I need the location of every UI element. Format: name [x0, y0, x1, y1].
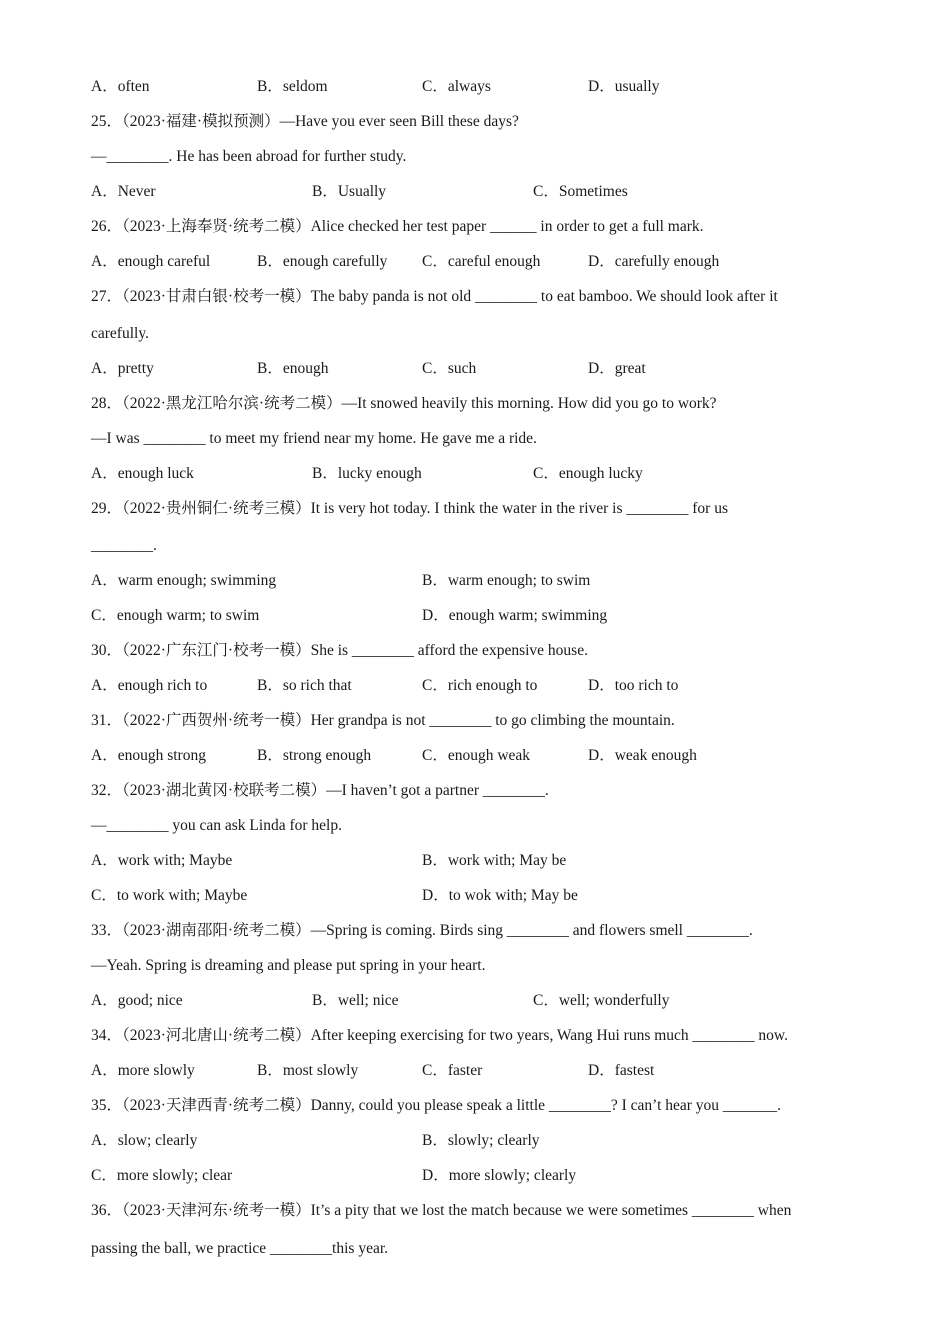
answer-option: A．enough strong [91, 747, 206, 764]
question-text-line: —I was ________ to meet my friend near my home. He gave me a ride. [91, 430, 537, 447]
answer-options-row [91, 1133, 871, 1153]
answer-option: A．slow; clearly [91, 1132, 198, 1149]
answer-options-row [91, 184, 871, 204]
answer-options-row [91, 993, 871, 1013]
answer-options-row [91, 748, 871, 768]
answer-option: C．faster [422, 1062, 483, 1079]
question-text-line: 26．（2023·上海奉贤·统考二模）Alice checked her test paper ______ in order to get a full mark. [91, 218, 704, 235]
question-text-line: 36．（2023·天津河东·统考一模）It’s a pity that we lost the match because we were sometimes ________ when [91, 1202, 792, 1219]
question-text-line: 27．（2023·甘肃白银·校考一模）The baby panda is not old ________ to eat bamboo. We should look after it [91, 288, 778, 305]
answer-option: B．work with; May be [422, 852, 567, 869]
answer-option: A．pretty [91, 360, 154, 377]
answer-option: A．enough careful [91, 253, 211, 270]
answer-option: C．well; wonderfully [533, 992, 670, 1009]
question-text-line: 31．（2022·广西贺州·统考一模）Her grandpa is not ________ to go climbing the mountain. [91, 712, 675, 729]
answer-options-row [91, 1168, 871, 1188]
answer-option: B．lucky enough [312, 465, 422, 482]
answer-option: D．more slowly; clearly [422, 1167, 577, 1184]
answer-option: B．seldom [257, 78, 328, 95]
answer-option: C．careful enough [422, 253, 541, 270]
answer-options-row [91, 608, 871, 628]
answer-options-row [91, 573, 871, 593]
answer-options-row [91, 79, 871, 99]
answer-options-row [91, 1063, 871, 1083]
answer-option: A．Never [91, 183, 156, 200]
answer-option: C．more slowly; clear [91, 1167, 233, 1184]
question-text-line: —________. He has been abroad for further study. [91, 148, 407, 165]
answer-option: D．fastest [588, 1062, 655, 1079]
answer-options-row [91, 254, 871, 274]
answer-option: C．rich enough to [422, 677, 538, 694]
answer-option: A．good; nice [91, 992, 183, 1009]
answer-option: D．enough warm; swimming [422, 607, 608, 624]
answer-option: C．Sometimes [533, 183, 628, 200]
answer-option: D．great [588, 360, 646, 377]
answer-option: A．warm enough; swimming [91, 572, 277, 589]
answer-option: A．enough rich to [91, 677, 208, 694]
answer-option: B．warm enough; to swim [422, 572, 591, 589]
question-text-line: 33．（2023·湖南邵阳·统考二模）—Spring is coming. Birds sing ________ and flowers smell ________. [91, 922, 753, 939]
question-text-line: 30．（2022·广东江门·校考一模）She is ________ afford the expensive house. [91, 642, 588, 659]
answer-option: C．such [422, 360, 477, 377]
question-text-line: ________. [91, 537, 157, 554]
answer-option: D．usually [588, 78, 660, 95]
question-text-line: —Yeah. Spring is dreaming and please put spring in your heart. [91, 957, 486, 974]
answer-option: D．weak enough [588, 747, 697, 764]
question-text-line: 34．（2023·河北唐山·统考二模）After keeping exercising for two years, Wang Hui runs much ________ now. [91, 1027, 788, 1044]
answer-option: A．enough luck [91, 465, 194, 482]
answer-option: C．to work with; Maybe [91, 887, 248, 904]
answer-option: A．more slowly [91, 1062, 195, 1079]
answer-option: C．enough weak [422, 747, 531, 764]
answer-option: D．too rich to [588, 677, 679, 694]
question-text-line: 32．（2023·湖北黄冈·校联考二模）—I haven’t got a partner ________. [91, 782, 549, 799]
answer-option: A．often [91, 78, 150, 95]
answer-option: C．always [422, 78, 491, 95]
answer-options-row [91, 888, 871, 908]
answer-options-row [91, 466, 871, 486]
answer-option: C．enough lucky [533, 465, 643, 482]
question-text-line: —________ you can ask Linda for help. [91, 817, 342, 834]
answer-option: D．to wok with; May be [422, 887, 578, 904]
question-text-line: passing the ball, we practice ________this year. [91, 1240, 389, 1257]
answer-option: B．most slowly [257, 1062, 359, 1079]
question-text-line: 35．（2023·天津西青·统考二模）Danny, could you please speak a little ________? I can’t hear you _______. [91, 1097, 782, 1114]
answer-option: B．strong enough [257, 747, 372, 764]
answer-option: B．well; nice [312, 992, 399, 1009]
answer-option: D．carefully enough [588, 253, 720, 270]
answer-option: B．enough [257, 360, 329, 377]
answer-option: A．work with; Maybe [91, 852, 233, 869]
question-text-line: 28．（2022·黑龙江哈尔滨·统考二模）—It snowed heavily this morning. How did you go to work? [91, 395, 717, 412]
answer-options-row [91, 678, 871, 698]
question-text-line: 29．（2022·贵州铜仁·统考三模）It is very hot today. I think the water in the river is ________ for us [91, 500, 728, 517]
answer-options-row [91, 361, 871, 381]
question-text-line: carefully. [91, 325, 149, 342]
answer-options-row [91, 853, 871, 873]
answer-option: B．enough carefully [257, 253, 388, 270]
answer-option: B．so rich that [257, 677, 352, 694]
question-text-line: 25．（2023·福建·模拟预测）—Have you ever seen Bill these days? [91, 113, 519, 130]
answer-option: C．enough warm; to swim [91, 607, 260, 624]
answer-option: B．slowly; clearly [422, 1132, 540, 1149]
answer-option: B．Usually [312, 183, 387, 200]
